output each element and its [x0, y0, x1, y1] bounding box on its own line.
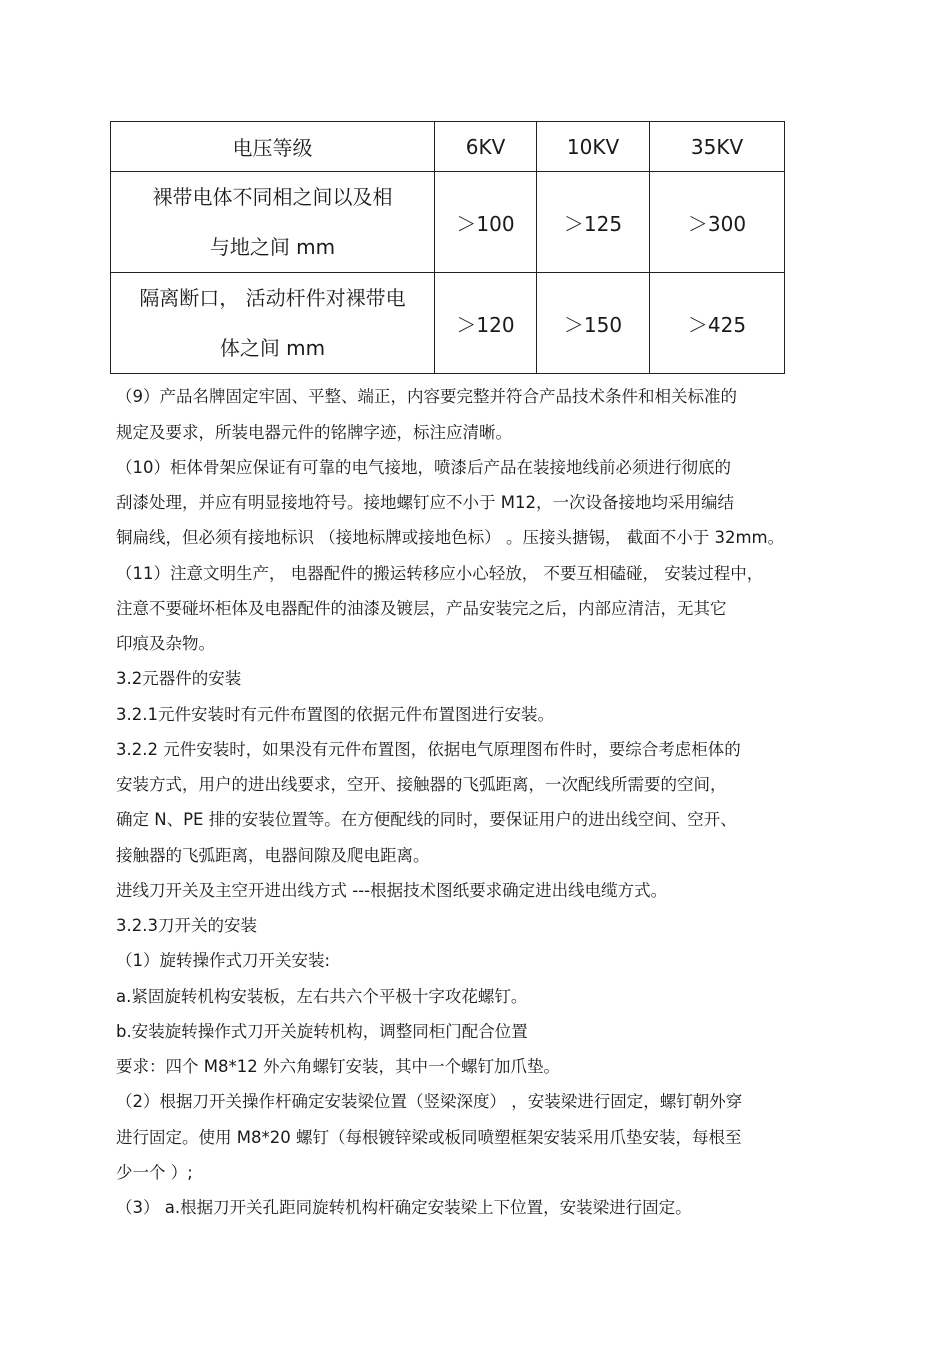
header-35kv: 35KV [650, 122, 785, 172]
body-text-line: （1）旋转操作式刀开关安装: [116, 951, 331, 970]
table-header-row [111, 122, 785, 172]
row-label-line: 裸带电体不同相之间以及相 [152, 185, 393, 209]
body-text-line: 注意不要碰坏柜体及电器配件的油漆及镀层，产品安装完之后，内部应清洁，无其它 [116, 599, 727, 618]
clearance-table [110, 121, 785, 374]
body-text-line: 印痕及杂物。 [116, 634, 215, 653]
body-text-line: b.安装旋转操作式刀开关旋转机构，调整同柜门配合位置 [116, 1022, 528, 1041]
body-text-line: （9）产品名牌固定牢固、平整、端正，内容要完整并符合产品技术条件和相关标准的 [116, 387, 737, 406]
header-10kv: 10KV [537, 122, 650, 172]
body-text-line: （2）根据刀开关操作杆确定安装梁位置（竖梁深度） ，安装梁进行固定，螺钉朝外穿 [116, 1092, 743, 1111]
table-cell: ＞125 [537, 172, 650, 273]
body-text-line: 3.2.1元件安装时有元件布置图的依据元件布置图进行安装。 [116, 705, 554, 724]
body-text-line: 铜扁线，但必须有接地标识 （接地标牌或接地色标） 。压接头搪锡， 截面不小于 32mm。 [116, 528, 785, 547]
row-label-line: 隔离断口， 活动杆件对裸带电 [139, 286, 406, 310]
table-cell: ＞150 [537, 273, 650, 374]
table-cell: ＞100 [435, 172, 537, 273]
body-text-line: 进行固定。使用 M8*20 螺钉（每根镀锌梁或板同喷塑框架安装采用爪垫安装，每根至 [116, 1128, 742, 1147]
body-text-line: 安装方式，用户的进出线要求，空开、接触器的飞弧距离，一次配线所需要的空间， [116, 775, 727, 794]
body-text-line: 接触器的飞弧距离，电器间隙及爬电距离。 [116, 846, 430, 865]
body-text-line: （3） a.根据刀开关孔距同旋转机构杆确定安装梁上下位置，安装梁进行固定。 [116, 1198, 692, 1217]
row-label-line: 与地之间 mm [209, 235, 336, 259]
body-text-line: 要求：四个 M8*12 外六角螺钉安装，其中一个螺钉加爪垫。 [116, 1057, 560, 1076]
section-heading: 3.2元器件的安装 [116, 669, 242, 688]
body-text-line: （11）注意文明生产， 电器配件的搬运转移应小心轻放， 不要互相磕碰， 安装过程中， [116, 564, 764, 583]
row-label [111, 172, 435, 273]
table-cell: ＞120 [435, 273, 537, 374]
body-text-line: 刮漆处理，并应有明显接地符号。接地螺钉应不小于 M12，一次设备接地均采用编结 [116, 493, 734, 512]
body-text-line: 3.2.2 元件安装时，如果没有元件布置图，依据电气原理图布件时，要综合考虑柜体的 [116, 740, 741, 759]
body-text-line: 进线刀开关及主空开进出线方式 ---根据技术图纸要求确定进出线电缆方式。 [116, 881, 668, 900]
body-text-line: 少一个 ）; [116, 1163, 193, 1182]
row-label [111, 273, 435, 374]
section-heading: 3.2.3刀开关的安装 [116, 916, 257, 935]
table-cell: ＞425 [650, 273, 785, 374]
body-text-line: 规定及要求，所装电器元件的铭牌字迹，标注应清晰。 [116, 423, 512, 442]
body-text-line: 确定 N、PE 排的安装位置等。在方便配线的同时，要保证用户的进出线空间、空开、 [116, 810, 737, 829]
row-label-line: 体之间 mm [219, 336, 326, 360]
body-text-line: （10）柜体骨架应保证有可靠的电气接地，喷漆后产品在装接地线前必须进行彻底的 [116, 458, 731, 477]
table-row [111, 172, 785, 273]
header-voltage-level: 电压等级 [111, 122, 435, 172]
body-text-line: a.紧固旋转机构安装板，左右共六个平极十字攻花螺钉。 [116, 987, 528, 1006]
table-row [111, 273, 785, 374]
header-6kv: 6KV [435, 122, 537, 172]
table-cell: ＞300 [650, 172, 785, 273]
